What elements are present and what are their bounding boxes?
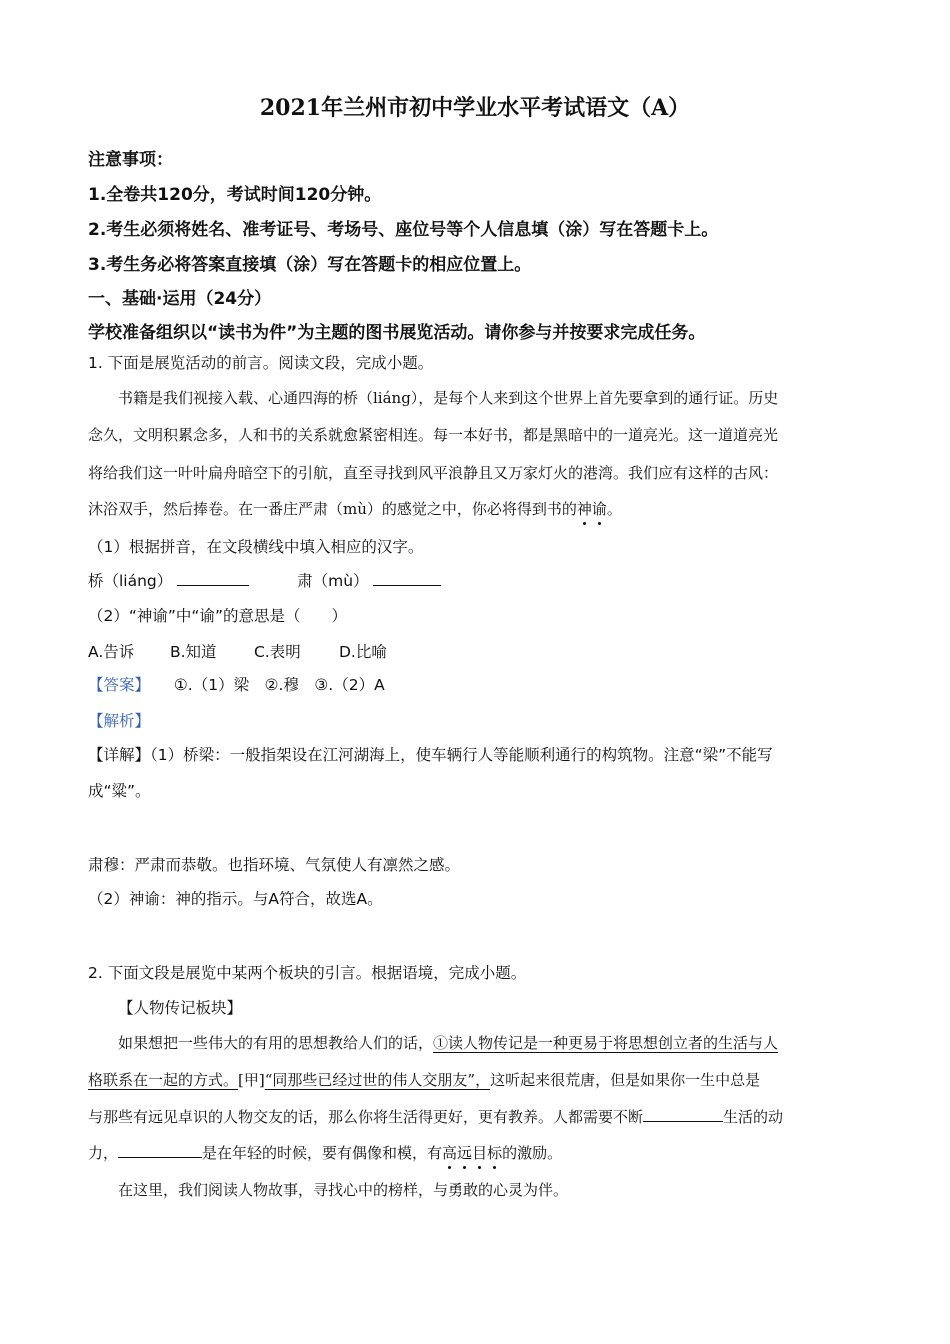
q2-line-1-pre: 如果想把一些伟大的有用的思想教给人们的话， — [118, 1034, 434, 1052]
dotted-char: 目 — [472, 1144, 488, 1162]
q2-line-5: 在这里，我们阅读人物故事，寻找心中的榜样，与勇敢的心灵为伴。 — [118, 1181, 569, 1199]
blank-1-line[interactable] — [177, 571, 249, 586]
q2-line-4 — [88, 1142, 562, 1163]
explain-line-1: 肃穆：严肃而恭敬。也指环境、气氛使人有凛然之感。 — [88, 856, 461, 874]
notes-heading: 注意事项： — [88, 150, 173, 170]
section-heading: 一、基础·运用（24分） — [88, 289, 272, 309]
passage-line-4 — [88, 498, 622, 519]
option-c: C.表明 — [254, 643, 301, 661]
q2-blank-1[interactable] — [643, 1107, 723, 1122]
dotted-word — [577, 500, 607, 518]
q2-line-1-underlined: ①读人物传记是一种更易于将思想创立者的生活与人 — [433, 1034, 779, 1052]
q2-line-2-underlined: 格联系在一起的方式。 — [88, 1071, 239, 1089]
analysis-tag: 【解析】 — [88, 712, 151, 730]
q2-line-2 — [88, 1069, 760, 1090]
passage-line-1: 书籍是我们视接入载、心通四海的桥（liáng），是每个人来到这个世界上首先要拿到的通行证。历史 — [118, 389, 779, 407]
q2-blank-2[interactable] — [118, 1143, 202, 1158]
q2-line-3-post: 生活的动 — [723, 1108, 784, 1126]
answer-tag: 【答案】 — [88, 676, 151, 694]
question-2-stem: 2. 下面文段是展览中某两个板块的引言。根据语境，完成小题。 — [88, 964, 527, 982]
note-item-1: 1.全卷共120分，考试时间120分钟。 — [88, 185, 382, 205]
block-title: 【人物传记板块】 — [118, 999, 243, 1017]
q2-dotted-phrase — [442, 1144, 502, 1162]
blank-1-label: 桥（liáng） — [88, 572, 173, 590]
sub-question-1: （1）根据拼音，在文段横线中填入相应的汉字。 — [88, 538, 424, 556]
blank-2-label: 肃（mù） — [297, 572, 369, 590]
blank-2-line[interactable] — [373, 571, 441, 586]
dotted-char: 标 — [487, 1144, 503, 1162]
answer-row — [88, 673, 385, 695]
q2-line-3 — [88, 1106, 783, 1127]
section-intro: 学校准备组织以“读书为件”为主题的图书展览活动。请你参与并按要求完成任务。 — [88, 323, 706, 343]
q2-line-1 — [118, 1032, 778, 1053]
dotted-char: 谕 — [591, 500, 607, 518]
option-a: A.告诉 — [88, 643, 135, 661]
option-b: B.知道 — [170, 643, 217, 661]
passage-line-4-text: 沐浴双手，然后捧卷。在一番庄严肃（mù）的感觉之中，你必将得到书的 — [88, 500, 577, 518]
passage-line-3: 将给我们这一叶叶扁舟暗空下的引航，直至寻找到风平浪静且又万家灯火的港湾。我们应有这样的古风： — [88, 464, 779, 482]
q2-line-2-quote: “同那些已经过世的伟人交朋友”， — [264, 1071, 491, 1089]
q2-line-4-end: 的激励。 — [502, 1144, 563, 1162]
note-item-3: 3.考生务必将答案直接填（涂）写在答题卡的相应位置上。 — [88, 255, 532, 275]
q2-line-2-post: 这听起来很荒唐，但是如果你一生中总是 — [490, 1071, 761, 1089]
sub-question-2: （2）“神谕”中“谕”的意思是（ ） — [88, 607, 347, 625]
explain-line-2: （2）神谕：神的指示。与A符合，故选A。 — [88, 890, 383, 908]
dotted-char: 神 — [576, 500, 592, 518]
q2-line-3-pre: 与那些有远见卓识的人物交友的话，那么你将生活得更好，更有教养。人都需要不断 — [88, 1108, 644, 1126]
option-d: D.比喻 — [339, 643, 387, 661]
passage-line-4-end: 。 — [606, 500, 622, 518]
question-1-stem: 1. 下面是展览活动的前言。阅读文段，完成小题。 — [88, 354, 434, 372]
note-item-2: 2.考生必须将姓名、准考证号、考场号、座位号等个人信息填（涂）写在答题卡上。 — [88, 220, 719, 240]
page-title: 2021年兰州市初中学业水平考试语文（A） — [259, 95, 691, 121]
q2-line-4-pre: 力， — [88, 1144, 119, 1162]
answer-text: ①.（1）梁 ②.穆 ③.（2）A — [173, 676, 385, 694]
q2-line-4-mid: 是在年轻的时候，要有偶像和模，有 — [202, 1144, 443, 1162]
q2-line-2-mark: [甲] — [238, 1071, 265, 1089]
dotted-char: 远 — [457, 1144, 473, 1162]
detail-line-1: 【详解】（1）桥梁：一般指架设在江河湖海上，使车辆行人等能顺利通行的构筑物。注意“梁”不能写 — [88, 746, 773, 764]
passage-line-2: 念久，文明积累念多，人和书的关系就愈紧密相连。每一本好书，都是黑暗中的一道亮光。这一道道亮光 — [88, 426, 779, 444]
dotted-char: 高 — [442, 1144, 458, 1162]
blank-row — [88, 569, 441, 591]
detail-line-2: 成“粱”。 — [88, 782, 151, 800]
